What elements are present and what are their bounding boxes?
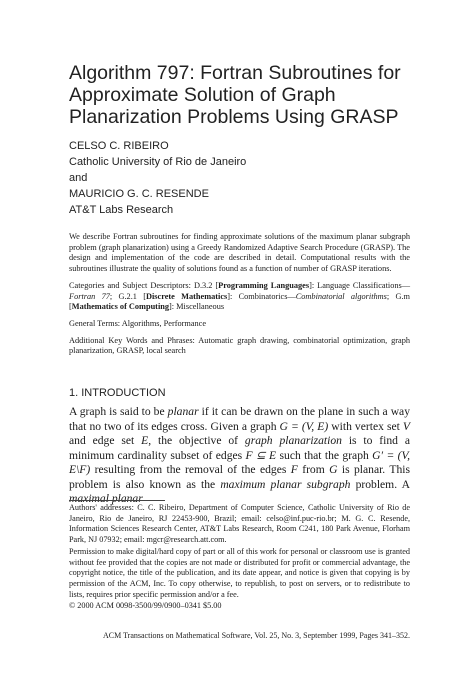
category-gm-subject: ]: Miscellaneous xyxy=(169,302,225,312)
paper-title xyxy=(69,62,449,128)
intro-math-f: F xyxy=(290,463,298,476)
category-gm-code: ; G.m [ xyxy=(69,291,410,312)
abstract-block xyxy=(69,232,410,363)
category-d32-subject: ]: Language Classifications— xyxy=(309,280,411,290)
categories-descriptors xyxy=(69,281,410,313)
title-line-1: Algorithm 797: Fortran Subroutines for xyxy=(69,62,401,84)
intro-text-4: and edge set xyxy=(69,434,142,447)
categories-label: Categories and Subject Descriptors: xyxy=(69,280,191,290)
footnote-copyright: © 2000 ACM 0098-3500/99/0900–0341 $5.00 xyxy=(69,601,222,611)
footnote-permission: Permission to make digital/hard copy of part or all of this work for personal or classroom use is granted without fee provided that the copies are not made or distributed for profit or commercial advantage, the copyright notice, the title of the publication, and its date appear, and notice is given that copying is by permission of the ACM, Inc. To copy otherwise, to republish, to post on servers, or to redistribute to lists, requires prior specific permission and/or a fee. xyxy=(69,546,410,599)
journal-footer: ACM Transactions on Mathematical Software, Vol. 25, No. 3, September 1999, Pages 341–352. xyxy=(102,631,410,640)
intro-text-1: A graph is said to be xyxy=(69,405,168,418)
intro-math-v: V xyxy=(402,419,410,433)
intro-term-maximal-planar: maximal planar xyxy=(69,492,143,505)
intro-term-maximum-planar-subgraph: maximum planar subgraph xyxy=(220,477,351,491)
category-d32-code: D.3.2 [ xyxy=(193,280,219,290)
intro-text-2: if it can be drawn on the plane in such a way that no two of its edges cross. Given a graph xyxy=(69,405,411,433)
author-2-name: MAURICIO G. C. RESENDE xyxy=(69,188,209,200)
keywords: Additional Key Words and Phrases: Automatic graph drawing, combinatorial optimization, graph planarization, GRASP, local search xyxy=(69,335,410,356)
author-1-affiliation: Catholic University of Rio de Janeiro xyxy=(69,156,247,168)
category-g21-code: ; G.2.1 [ xyxy=(109,291,146,301)
intro-text-3: with vertex set xyxy=(328,419,403,433)
title-line-3: Planarization Problems Using GRASP xyxy=(69,106,399,128)
abstract-text: We describe Fortran subroutines for finding approximate solutions of the maximum planar subgraph problem (graph planarization) using a Greedy Randomized Adaptive Search Procedure (GRASP). The design and implementation of the code are described in detail. Computational results with the subroutines illustrate the quality of solutions found as a function of number of GRASP iterations. xyxy=(69,232,410,274)
author-block xyxy=(69,138,449,218)
category-fortran: Fortran 77 xyxy=(69,291,110,301)
title-line-2: Approximate Solution of Graph xyxy=(69,84,336,106)
intro-text-10: is planar. This problem is also known as the xyxy=(69,463,410,491)
intro-term-planar: planar xyxy=(167,405,199,418)
intro-text-9: from xyxy=(297,463,330,476)
category-g21-subject: ]: Combinatorics— xyxy=(227,291,296,301)
intro-math-graph-prime: G′ = (V, E\F) xyxy=(69,448,410,476)
intro-text-7: such that the graph xyxy=(276,448,373,462)
footnotes-block xyxy=(69,503,410,613)
intro-math-subset: F ⊆ E xyxy=(245,448,277,462)
intro-text-11: problem. A xyxy=(350,477,410,491)
author-1-name: CELSO C. RIBEIRO xyxy=(69,140,169,152)
intro-text-6: is to find a minimum cardinality subset of edges xyxy=(69,434,410,462)
section-heading-introduction: 1. INTRODUCTION xyxy=(69,387,166,399)
category-g21-name: Discrete Mathematics xyxy=(145,291,228,301)
footnote-rule xyxy=(69,500,165,501)
footnote-addresses: Authors' addresses: C. C. Ribeiro, Department of Computer Science, Catholic University of Rio de Janeiro, Rio de Janeiro, RJ 22453-900, Brazil; email: celso@inf.puc-rio.br; M. G. C. Resende, Information Sciences Research Center, AT&T Labs Research, Room C241, 180 Park Avenue, Florham Park, NJ 07932; email: mgcr@research.att.com. xyxy=(69,503,410,545)
category-gm-name: Mathematics of Computing xyxy=(71,302,170,312)
author-conjunction: and xyxy=(69,172,88,184)
category-d32-name: Programming Languages xyxy=(218,280,310,290)
introduction-body xyxy=(69,405,410,507)
intro-text-5: , the objective of xyxy=(148,434,245,447)
author-2-affiliation: AT&T Labs Research xyxy=(69,204,174,216)
intro-text-8: resulting from the removal of the edges xyxy=(90,463,291,476)
intro-term-graph-planarization: graph planarization xyxy=(244,434,342,447)
category-combinatorial-algorithms: Combinatorial algorithms xyxy=(295,291,387,301)
general-terms: General Terms: Algorithms, Performance xyxy=(69,318,207,328)
introduction-paragraph xyxy=(69,405,410,507)
intro-math-graph: G = (V, E) xyxy=(279,419,329,433)
intro-math-e: E xyxy=(141,434,149,447)
intro-math-g: G xyxy=(329,463,338,476)
